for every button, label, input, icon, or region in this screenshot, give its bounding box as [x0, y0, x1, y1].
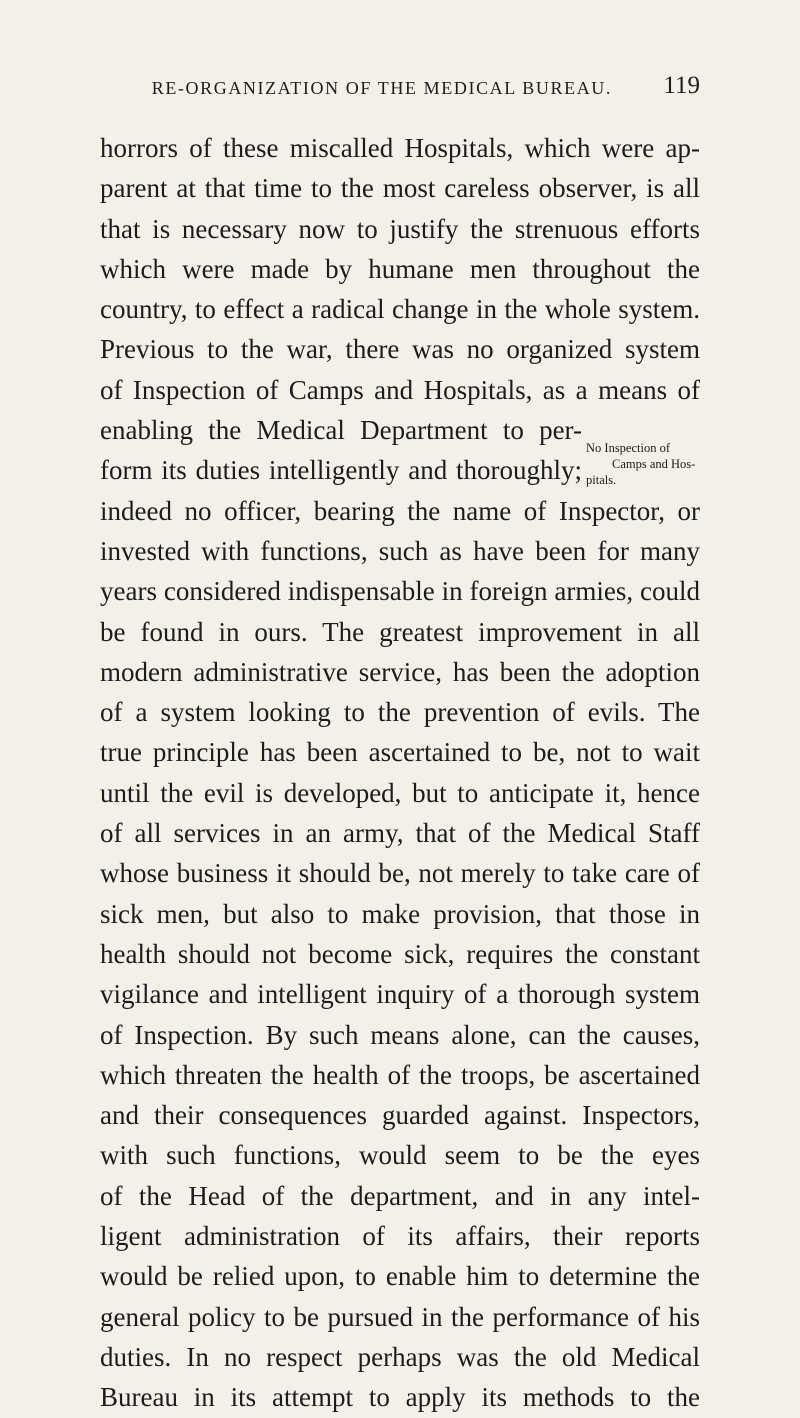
text-line: vigilance and intelligent inquiry of a thorough system — [100, 979, 700, 1010]
text-line: sick men, but also to make provision, that those in — [100, 898, 700, 929]
text-line: of Inspection. By such means alone, can the causes, — [100, 1019, 700, 1050]
margin-note-line: pitals. — [586, 473, 617, 487]
text-line: which were made by humane men throughout the — [100, 253, 700, 284]
text-line: that is necessary now to justify the strenuous efforts — [100, 213, 700, 244]
text-line: general policy to be pursued in the performance of his — [100, 1301, 700, 1332]
body-text — [100, 128, 700, 1418]
text-line: of a system looking to the prevention of evils. The — [100, 697, 700, 728]
text-line: with such functions, would seem to be the eyes — [100, 1140, 700, 1171]
text-line: years considered indispensable in foreign armies, could — [100, 576, 700, 607]
text-line: until the evil is developed, but to anticipate it, hence — [100, 777, 700, 808]
text-line: invested with functions, such as have been for many — [100, 535, 700, 566]
text-line: of Inspection of Camps and Hospitals, as a means of — [100, 374, 700, 405]
text-line: Previous to the war, there was no organized system — [100, 334, 700, 365]
text-line: health should not become sick, requires the constant — [100, 938, 700, 969]
text-line: of the Head of the department, and in any intel- — [100, 1180, 700, 1211]
text-line: enabling the Medical Department to per- — [100, 415, 582, 446]
text-line: and their consequences guarded against. Inspectors, — [100, 1100, 700, 1131]
text-line: duties. In no respect perhaps was the old Medical — [100, 1341, 700, 1372]
text-line: country, to effect a radical change in the whole system. — [100, 294, 700, 325]
page-number: 119 — [663, 72, 700, 99]
text-line: which threaten the health of the troops, be ascertained — [100, 1059, 700, 1090]
text-line: Bureau in its attempt to apply its methods to the — [100, 1382, 700, 1413]
text-line: whose business it should be, not merely to take care of — [100, 858, 700, 889]
text-line: ligent administration of its affairs, their reports — [100, 1221, 700, 1252]
text-line: modern administrative service, has been the adoption — [100, 656, 700, 687]
text-line: be found in ours. The greatest improvement in all — [100, 616, 700, 647]
margin-note-line: No Inspection of — [586, 441, 671, 455]
text-line: indeed no officer, bearing the name of Inspector, or — [100, 495, 700, 526]
running-head — [100, 68, 700, 108]
text-line: parent at that time to the most careless observer, is all — [100, 173, 700, 204]
running-title: RE-ORGANIZATION OF THE MEDICAL BUREAU. — [151, 78, 612, 98]
margin-note-line: Camps and Hos- — [612, 457, 696, 471]
text-line: of all services in an army, that of the Medical Staff — [100, 818, 700, 849]
text-line: true principle has been ascertained to be, not to wait — [100, 737, 700, 768]
text-line: horrors of these miscalled Hospitals, which were ap- — [100, 133, 700, 163]
text-line: form its duties intelligently and thoroughly; — [100, 455, 582, 486]
text-line: would be relied upon, to enable him to determine the — [100, 1261, 700, 1292]
